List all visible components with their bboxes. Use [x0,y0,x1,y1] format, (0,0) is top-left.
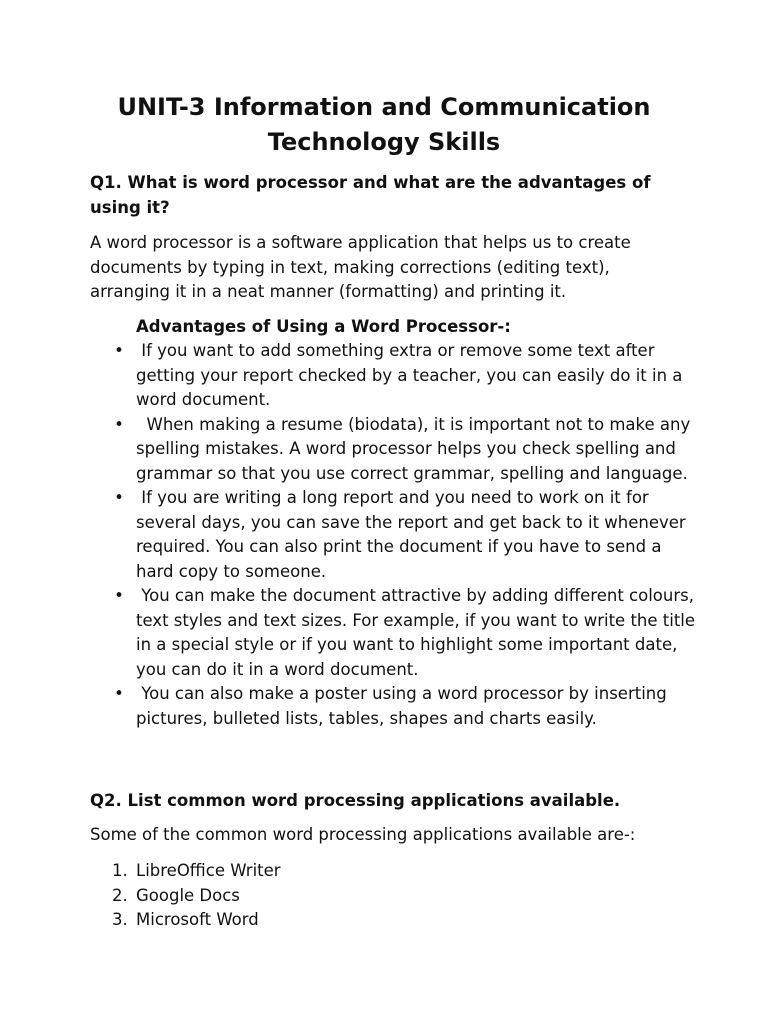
list-item [114,339,696,413]
list-item [114,413,696,487]
application-name: Google Docs [136,885,240,905]
advantages-list [114,339,701,731]
advantage-text: If you want to add something extra or remove some text after getting your report checked by a teacher, you can easily do it in a word document. [136,341,688,409]
list-number: 1. [112,861,128,880]
application-name: LibreOffice Writer [136,861,281,880]
list-number: 2. [112,885,128,905]
advantage-text: If you are writing a long report and you need to work on it for several days, you can save the report and get back to it whenever required. You can also print the document if you have to send a hard copy to someone. [136,488,691,581]
page-title: UNIT-3 Information and Communication Technology Skills [117,93,651,156]
application-name: Microsoft Word [136,910,259,929]
list-number: 3. [112,910,128,929]
bullet-icon: • [114,414,124,434]
question-2-heading: Q2. List common word processing applications available. [90,791,621,810]
advantage-text: You can make the document attractive by adding different colours, text styles and text sizes. For example, if you want to write the title in a special style or if you want to highlight some important date, you can do it in a word document. [136,586,701,679]
question-2-answer: Some of the common word processing applications available are-: [90,825,636,844]
applications-list [112,859,656,933]
question-1-answer: A word processor is a software application that helps us to create documents by typing in text, making corrections (editing text), arranging it in a neat manner (formatting) and printing it. [90,233,631,301]
bullet-icon: • [114,488,124,507]
bullet-icon: • [114,684,124,703]
list-item [114,584,701,682]
advantages-heading: Advantages of Using a Word Processor-: [136,317,511,336]
advantage-text: When making a resume (biodata), it is important not to make any spelling mistakes. A word processor helps you check spelling and grammar so that you use correct grammar, spelling and language. [136,414,696,483]
bullet-icon: • [114,341,124,360]
list-item [112,884,656,909]
list-item [114,682,696,731]
list-item [112,908,656,933]
question-1-heading: Q1. What is word processor and what are the advantages of using it? [90,173,651,217]
bullet-icon: • [114,586,124,605]
advantage-text: You can also make a poster using a word processor by inserting pictures, bulleted lists, tables, shapes and charts easily. [136,684,672,728]
list-item [112,859,656,884]
list-item [114,486,696,584]
